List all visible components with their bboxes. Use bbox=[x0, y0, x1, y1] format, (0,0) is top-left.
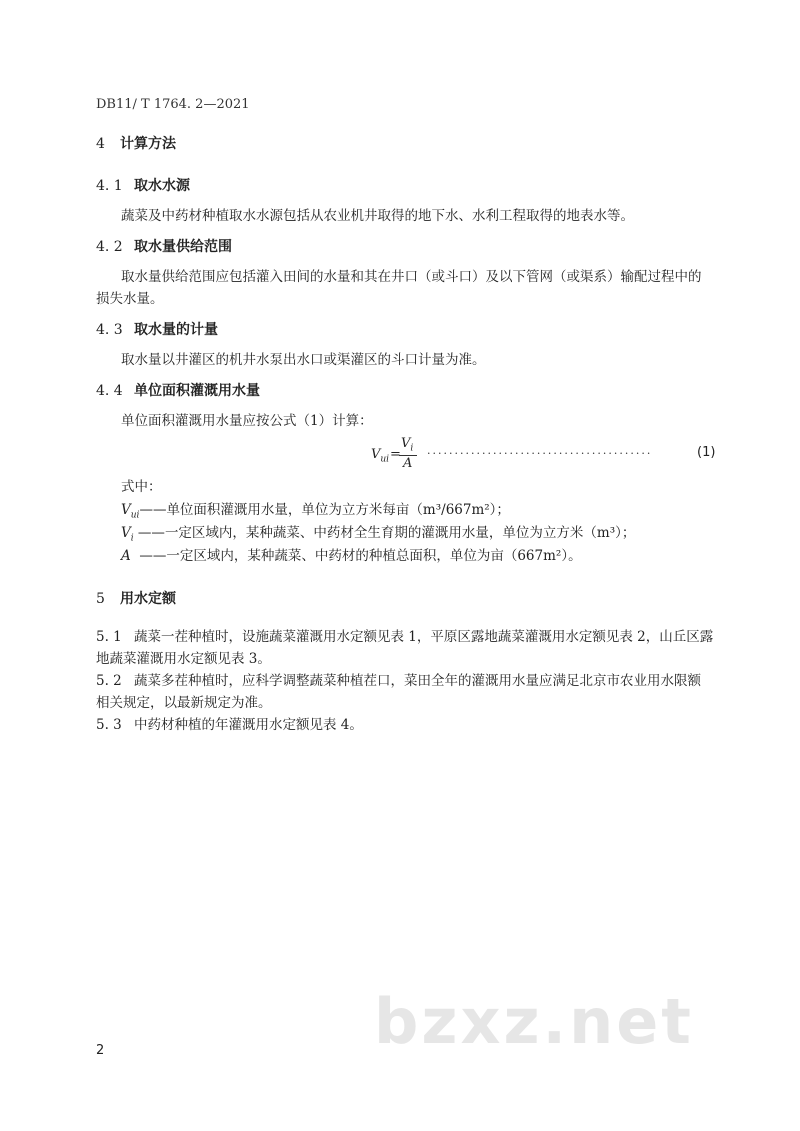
paragraph: 损失水量。 bbox=[96, 291, 164, 307]
clause-5-3 bbox=[96, 714, 363, 736]
subsection-4-1-heading bbox=[96, 175, 190, 195]
where-label: 式中： bbox=[121, 479, 162, 495]
section-4-heading bbox=[96, 133, 176, 153]
section-title: 计算方法 bbox=[120, 136, 176, 152]
subsection-number: 4. 3 bbox=[96, 322, 123, 338]
symbol: A bbox=[121, 548, 131, 564]
formula-lhs: $V_{ui}$ bbox=[371, 447, 390, 465]
formula-leader-dots: ········································· bbox=[427, 447, 653, 460]
subsection-number: 4. 4 bbox=[96, 383, 123, 399]
clause-5-1 bbox=[96, 626, 713, 648]
clause-5-2-cont: 相关规定，以最新规定为准。 bbox=[96, 695, 272, 711]
subsection-number: 4. 2 bbox=[96, 239, 123, 255]
symbol: $V_i$ bbox=[121, 525, 134, 544]
dash: —— bbox=[133, 525, 165, 541]
formula-denominator: A bbox=[403, 456, 413, 471]
paragraph: 取水量以井灌区的机井水泵出水口或渠灌区的斗口计量为准。 bbox=[121, 352, 486, 368]
watermark-logo: bzxz.net bbox=[374, 985, 694, 1058]
paragraph: 单位面积灌溉用水量应按公式（1）计算： bbox=[121, 413, 373, 429]
clause-text: 蔬菜一茬种植时，设施蔬菜灌溉用水定额见表 1，平原区露地蔬菜灌溉用水定额见表 2，山丘区露 bbox=[134, 629, 714, 645]
subsection-number: 4. 1 bbox=[96, 178, 123, 194]
page-number: 2 bbox=[96, 1043, 105, 1058]
subsection-title: 取水水源 bbox=[134, 178, 190, 194]
subsection-4-4-heading bbox=[96, 380, 260, 400]
definition-text: 一定区域内，某种蔬菜、中药材的种植总面积，单位为亩（667m²）。 bbox=[166, 548, 582, 564]
formula-number: (1) bbox=[697, 445, 716, 460]
paragraph: 蔬菜及中药材种植取水水源包括从农业机井取得的地下水、水利工程取得的地表水等。 bbox=[121, 208, 634, 224]
section-5-heading bbox=[96, 588, 176, 608]
section-title: 用水定额 bbox=[120, 591, 176, 607]
clause-text: 蔬菜多茬种植时，应科学调整蔬菜种植茬口，菜田全年的灌溉用水量应满足北京市农业用水限额 bbox=[134, 673, 701, 689]
formula-equals: = bbox=[390, 447, 401, 462]
subsection-4-3-heading bbox=[96, 319, 218, 339]
clause-number: 5. 1 bbox=[96, 629, 122, 645]
subsection-title: 取水量供给范围 bbox=[134, 239, 232, 255]
formula-numerator: $V_i$ bbox=[401, 436, 414, 454]
paragraph: 取水量供给范围应包括灌入田间的水量和其在井口（或斗口）及以下管网（或渠系）输配过程中的 bbox=[121, 269, 702, 285]
dash: —— bbox=[130, 548, 167, 564]
section-number: 5 bbox=[96, 591, 105, 607]
clause-number: 5. 3 bbox=[96, 717, 122, 733]
definition-row bbox=[121, 545, 582, 567]
definition-text: 单位面积灌溉用水量，单位为立方米每亩（m³/667m²）； bbox=[166, 502, 510, 518]
subsection-title: 单位面积灌溉用水量 bbox=[134, 383, 260, 399]
document-header: DB11/ T 1764. 2—2021 bbox=[96, 97, 250, 112]
clause-5-2 bbox=[96, 670, 701, 692]
definition-text: 一定区域内，某种蔬菜、中药材全生育期的灌溉用水量，单位为立方米（m³）； bbox=[164, 525, 636, 541]
subsection-4-2-heading bbox=[96, 236, 232, 256]
dash: —— bbox=[139, 502, 167, 518]
symbol: $V_{ui}$ bbox=[121, 502, 140, 521]
clause-5-1-cont: 地蔬菜灌溉用水定额见表 3。 bbox=[96, 651, 271, 667]
section-number: 4 bbox=[96, 136, 105, 152]
clause-number: 5. 2 bbox=[96, 673, 122, 689]
subsection-title: 取水量的计量 bbox=[134, 322, 218, 338]
clause-text: 中药材种植的年灌溉用水定额见表 4。 bbox=[134, 717, 363, 733]
